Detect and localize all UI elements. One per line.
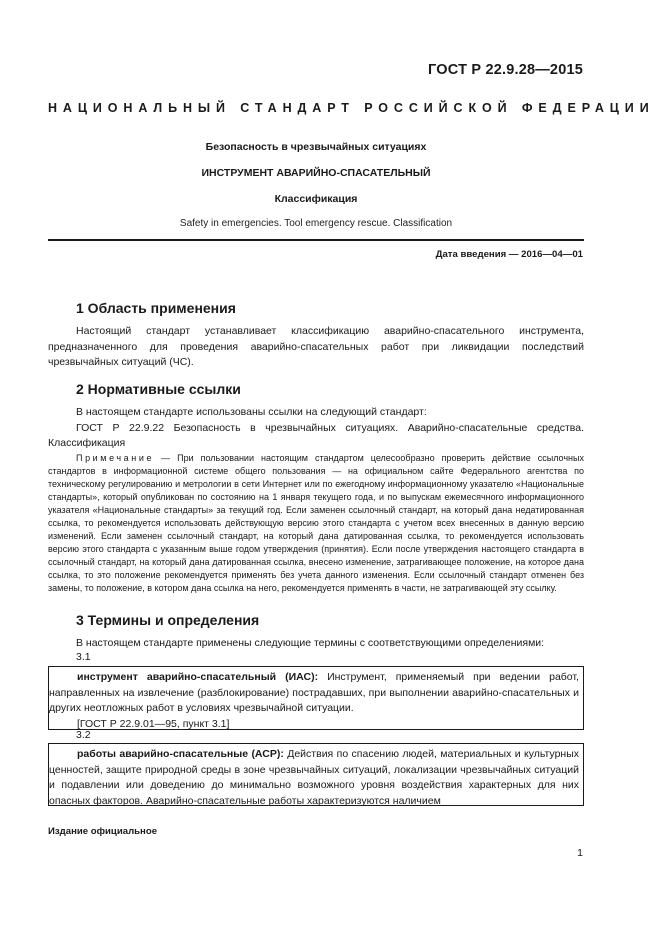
- english-title: Safety in emergencies. Tool emergency rescue. Classification: [179, 218, 453, 229]
- section-2-note: [48, 452, 584, 595]
- term-box-3-2: [48, 743, 584, 806]
- section-2-reference: ГОСТ Р 22.9.22 Безопасность в чрезвычайных ситуациях. Аварийно-спасательные средства. Классификация: [48, 421, 584, 449]
- title-divider: [48, 239, 584, 241]
- section-2-intro: В настоящем стандарте использованы ссылки на следующий стандарт:: [76, 406, 427, 418]
- section-2-body: [48, 405, 584, 452]
- term-name: инструмент аварийно-спасательный (ИАС):: [77, 671, 319, 683]
- page-number: 1: [577, 847, 583, 859]
- section-2-heading: 2 Нормативные ссылки: [76, 381, 241, 397]
- term-definition: Действия по спасению людей, материальных и культурных ценностей, защите природной среды в зоне чрезвычайных ситуаций, локализации чрезвычайных ситуаций и подавлении или доведению до минимально возможного уровня воздействия характерных для них опасных факторов. Аварийно-спасательные работы характеризуются наличием: [49, 748, 579, 807]
- document-subtitle: Безопасность в чрезвычайных ситуациях: [205, 141, 427, 153]
- section-1-text: Настоящий стандарт устанавливает классификацию аварийно-спасательного инструмента, предназначенного для проведения аварийно-спасательных работ при ликвидации последствий чрезвычайных ситуаций (ЧС).: [48, 325, 584, 368]
- section-3-heading: 3 Термины и определения: [76, 612, 260, 628]
- document-code: ГОСТ Р 22.9.28—2015: [428, 62, 583, 78]
- document-title: ИНСТРУМЕНТ АВАРИЙНО-СПАСАТЕЛЬНЫЙ: [201, 167, 431, 179]
- document-classification: Классификация: [274, 193, 358, 205]
- term-number-3-2: 3.2: [76, 729, 91, 741]
- national-standard-banner: НАЦИОНАЛЬНЫЙ СТАНДАРТ РОССИЙСКОЙ ФЕДЕРАЦИИ: [48, 101, 655, 115]
- term-source: [ГОСТ Р 22.9.01—95, пункт 3.1]: [77, 717, 230, 730]
- edition-label: Издание официальное: [48, 826, 158, 837]
- section-3-intro-text: В настоящем стандарте применены следующие термины с соответствующими определениями:: [76, 637, 545, 649]
- section-1-body: [48, 324, 584, 371]
- term-name: работы аварийно-спасательные (АСР):: [77, 748, 284, 760]
- section-1-heading: 1 Область применения: [76, 300, 236, 316]
- term-box-3-1: [48, 666, 584, 730]
- introduction-date: Дата введения — 2016—04—01: [435, 249, 583, 260]
- note-label: Примечание: [76, 453, 155, 463]
- term-definition: Инструмент, применяемый при ведении работ, направленных на извлечение (разблокирование) пострадавших, при выполнении аварийно-спасательных и других неотложных работ в условиях чрезвычайной ситуации.: [49, 671, 579, 714]
- section-3-intro: [48, 636, 584, 652]
- note-text: — При пользовании настоящим стандартом целесообразно проверить действие ссылочных стандартов в информационной системе общего пользования — на официальном сайте Федерального агентства по техническому регулированию и метрологии в сети Интернет или по ежегодному информационному указателю «Национальные стандарты», который опубликован по состоянию на 1 января текущего года, и по выпускам ежемесячного информационного указателя «Национальные стандарты» за текущий год. Если заменен ссылочный стандарт, на который дана недатированная ссылка, то рекомендуется использовать действующую версию этого стандарта с учетом всех внесенных в данную версию изменений. Если заменен ссылочный стандарт, на который дана датированная ссылка, то рекомендуется использовать версию этого стандарта с указанным выше годом утверждения (принятия). Если после утверждения настоящего стандарта в ссылочный стандарт, на который дана датированная ссылка, внесено изменение, затрагивающее положение, на которое дана ссылка, то это положение рекомендуется применять без учета данного изменения. Если ссылочный стандарт отменен без замены, то положение, в котором дана ссылка на него, рекомендуется применять в части, не затрагивающей эту ссылку.: [48, 453, 584, 593]
- term-number-3-1: 3.1: [76, 651, 91, 663]
